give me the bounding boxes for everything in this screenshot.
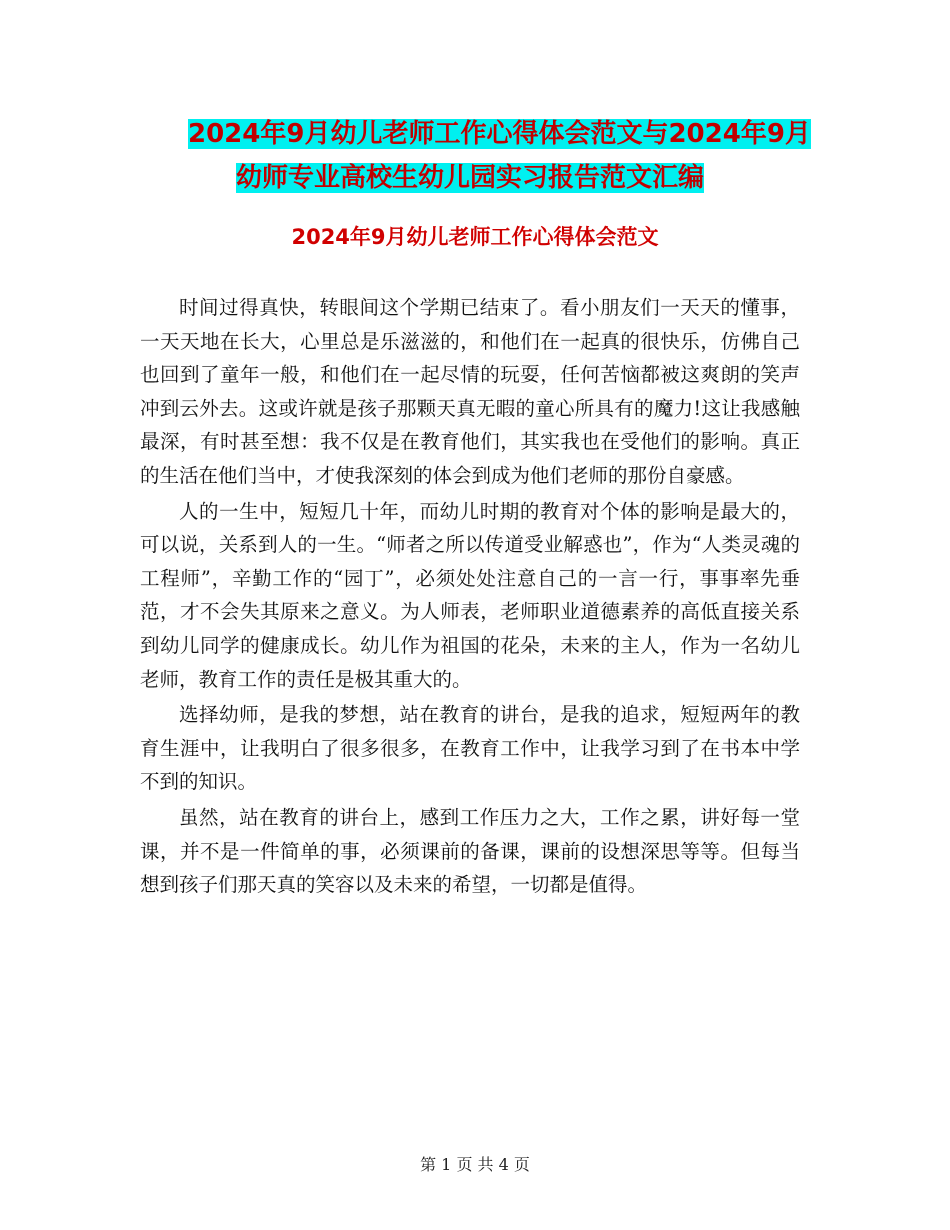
body-text <box>140 291 800 904</box>
section-title: 2024年9月幼儿老师工作心得体会范文 <box>291 225 659 249</box>
title-highlight-1: 2024年9月幼儿老师工作心得体会范文与2024年9月 <box>188 119 811 149</box>
document-title <box>140 112 820 200</box>
paragraph: 选择幼师，是我的梦想，站在教育的讲台，是我的追求，短短两年的教育生涯中，让我明白了很多很多，在教育工作中，让我学习到了在书本中学不到的知识。 <box>140 703 800 794</box>
title-highlight-2: 幼师专业高校生幼儿园实习报告范文汇编 <box>236 163 705 193</box>
document-title-line-2 <box>140 156 820 200</box>
document-title-line-1 <box>140 112 820 156</box>
paragraph: 虽然，站在教育的讲台上，感到工作压力之大，工作之累，讲好每一堂课，并不是一件简单的事，必须课前的备课，课前的设想深思等等。但每当想到孩子们那天真的笑容以及未来的希望，一切都是值得。 <box>140 805 800 897</box>
paragraph: 人的一生中，短短几十年，而幼儿时期的教育对个体的影响是最大的，可以说，关系到人的一生。“师者之所以传道受业解惑也”，作为“人类灵魂的工程师”，辛勤工作的“园丁”，必须处处注意自己的一言一行，事事率先垂范，才不会失其原来之意义。为人师表，老师职业道德素养的高低直接关系到幼儿同学的健康成长。幼儿作为祖国的花朵，未来的主人，作为一名幼儿老师，教育工作的责任是极其重大的。 <box>140 499 800 691</box>
paragraph: 时间过得真快，转眼间这个学期已结束了。看小朋友们一天天的懂事，一天天地在长大，心里总是乐滋滋的，和他们在一起真的很快乐，仿佛自己也回到了童年一般，和他们在一起尽情的玩耍，任何苦恼都被这爽朗的笑声冲到云外去。这或许就是孩子那颗天真无暇的童心所具有的魔力!这让我感触最深，有时甚至想：我不仅是在教育他们，其实我也在受他们的影响。真正的生活在他们当中，才使我深刻的体会到成为他们老师的那份自豪感。 <box>140 296 800 487</box>
page-footer: 第 1 页 共 4 页 <box>420 1155 530 1174</box>
